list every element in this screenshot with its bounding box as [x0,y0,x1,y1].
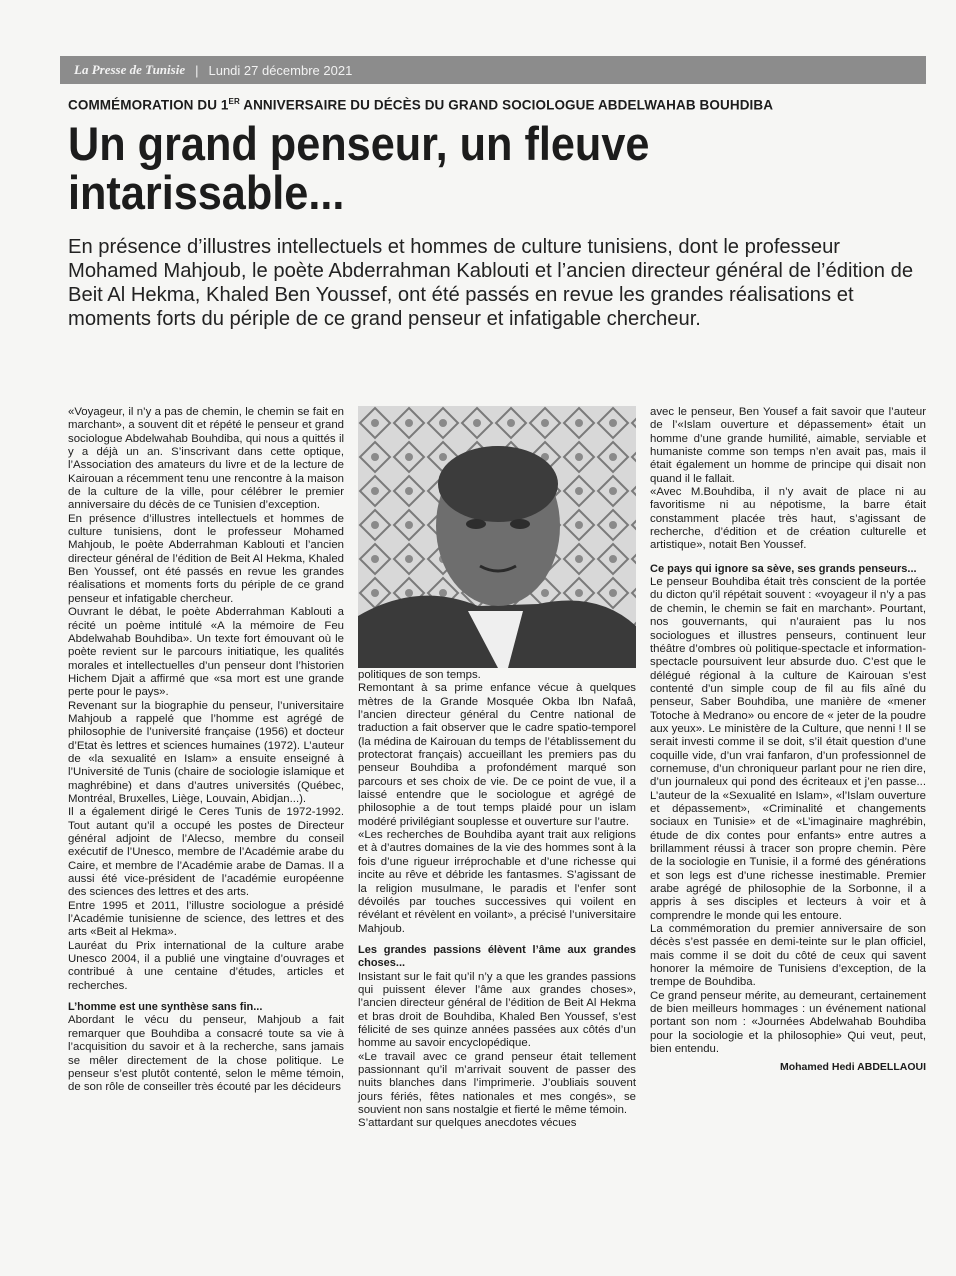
newspaper-page [60,56,926,1130]
paragraph: Entre 1995 et 2011, l’illustre sociologue a présidé l’Académie tunisienne de science, des lettres et des arts «Beit al Hekma». [68,899,344,939]
paragraph: Ce grand penseur mérite, au demeurant, certainement de bien meilleurs hommages : un événement national portant son nom : «Journées Abdelwahab Bouhdiba pour la sociologie et la philosophie» Qui veut, peut, bien entendu. [650,989,926,1056]
publication-name: La Presse de Tunisie [74,62,186,77]
subheading: L’homme est une synthèse sans fin... [68,1001,263,1014]
title-line-1: Un grand penseur, un fleuve [68,116,650,170]
column-1 [68,406,344,1095]
paragraph: Abordant le vécu du penseur, Mahjoub a fait remarquer que Bouhdiba a consacré toute sa vie à l’acquisition du savoir et à la recherche, sans jamais se mêler directement de la chose politique. Le penseur s’est plutôt contenté, selon le même témoin, de son rôle de conseiller très écouté par les décideurs [68,1014,344,1094]
paragraph: avec le penseur, Ben Yousef a fait savoir que l’auteur de l’«Islam ouverture et dépassement» était un homme d’une grande humilité, aimable, serviable et humaniste comme son temps n’en avait pas, mais il était également un homme de principe qui disait non quand il le fallait. [650,406,926,485]
portrait-image [358,406,636,668]
paragraph: «Le travail avec ce grand penseur était tellement passionnant qu’il m’arrivait souvent de passer des nuits blanches dans l’imprimerie. J’oubliais souvent jours fériés, fêtes nationales et mes congés», se souvient non sans nostalgie et fierté le même témoin. [358,1050,636,1116]
paragraph: Ouvrant le débat, le poète Abderrahman Kablouti a récité un poème intitulé «A la mémoire de Feu Abdelwahab Bouhdiba». Un texte fort émouvant où le poète revient sur le parcours initiatique, les qualités morales et intellectuelles d’un penseur dont l’historien Hichem Djait a affirmé que «sa mort est une grande perte pour le pays». [68,606,344,699]
paragraph: Le penseur Bouhdiba était très conscient de la portée du dicton qu’il répétait souvent : «voyageur il n’y a pas de chemin, le chemin se fait en marchant». Pourtant, nos gouvernants, qui n’auraient pas lu nos sociologues et illustres penseurs, continuent leur théâtre d’ombres où politique-spectacle et information-spectacle poursuivent leur absurde duo. C’est que le délégué régional à la culture de Kairouan s’est contenté d’un simple coup de fil au fils aîné du penseur, Saber Bouhdiba, une manière de «mener Totoche à Medrano» ou encore de « jeter de la poudre aux yeux». Le ministère de la Culture, que nenni ! Il se serait investi comme il se doit, s’il était question d’une coquille vide, d’un vrai fanfaron, d’un professionnel de cornemuse, d’un chroniqueur parlant pour ne rien dire, d’un journaleux qui pond des écriteaux et j’en passe... L’auteur de la «Sexualité en Islam», «l’Islam ouverture et dépassement», «Criminalité et changements sociaux en Tunisie» et de «L’imaginaire maghrébin, étude de dix contes pour enfants» entre autres a brillamment réussi à tracer son propre chemin. Père de la sociologie en Tunisie, il a formé des générations et son legs est d’une richesse inestimable. Premier arabe agrégé de philosophie de la Sorbonne, il a appris à ses disciples et lecteurs à voir et à comprendre le monde qui les entoure. [650,576,926,922]
paragraph: En présence d’illustres intellectuels et hommes de culture tunisiens, dont le professeur Mohamed Mahjoub, le poète Abderrahman Kablouti et l’ancien directeur général de l’édition de Beit Al Hekma, Khaled Ben Youssef, ont été passés en revue les grandes réalisations et moments forts du périple de ce grand penseur et infatigable chercheur. [68,512,344,605]
portrait-photo [358,406,636,668]
paragraph: S’attardant sur quelques anecdotes vécues [358,1117,577,1130]
article-body [68,406,928,1276]
header-separator: | [195,62,199,78]
subheading: Ce pays qui ignore sa sève, ses grands penseurs... [650,562,917,575]
paragraph: Revenant sur la biographie du penseur, l’universitaire Mahjoub a rappelé que l’homme est agrégé de philosophie de l’université française (1956) et docteur d’Etat ès lettres et sciences humaines (1972). L’auteur de «la sexualité en Islam» a ensuite enseigné à l’Université de Tunis (chaire de sociologie islamique et maghrébine) et dans d’autres universités (Québec, Montréal, Bruxelles, Liège, Louvain, Abidjan...). [68,699,344,805]
paragraph: La commémoration du premier anniversaire de son décès s’est passée en demi-teinte sur le plan officiel, mais comme il se doit du côté de ceux qui savent honorer la mémoire de Tunisiens d’exception, de la trempe de Bouhdiba. [650,923,926,989]
paragraph: Lauréat du Prix international de la culture arabe Unesco 2004, il a publié une vingtaine d’ouvrages et contribué à une centaine d’études, articles et recherches. [68,939,344,992]
kicker-text-b: ANNIVERSAIRE DU DÉCÈS DU GRAND SOCIOLOGUE ABDELWAHAB BOUHDIBA [239,97,774,113]
article-title [68,116,767,219]
publication-date: Lundi 27 décembre 2021 [208,62,353,78]
paragraph: Il a également dirigé le Ceres Tunis de 1972-1992. Tout autant qu’il a occupé les postes de Directeur général adjoint de l’Alecso, membre du conseil exécutif de l’Unesco, membre de l’Académie arabe du Caire, et membre de l’Académie arabe de Damas. Il a aussi été vice-président de l’académie européenne des sciences des lettres et des arts. [68,806,344,899]
title-line-2: intarissable... [68,165,345,219]
paragraph: «Avec M.Bouhdiba, il n’y avait de place ni au favoritisme ni au népotisme, la barre était constamment placée très haut, s’agissant de recherche, d’édition et de création culturelle et artistique», notait Ben Youssef. [650,486,926,552]
column-2 [358,406,636,1131]
paragraph: «Les recherches de Bouhdiba ayant trait aux religions et à d’autres domaines de la vie des hommes sont à la fois d’une rigueur irréprochable et d’une richesse qui incite au rêve et débride les fantasmes. S’agissant de la religion musulmane, le paradis et l’enfer sont dévoilés par touches successives qui voilent en révélant et révèlent en voilant», a précisé l’universitaire Mahjoub. [358,829,636,935]
paragraph: Remontant à sa prime enfance vécue à quelques mètres de la Grande Mosquée Okba Ibn Nafaâ, l’ancien directeur général du Centre national de traduction a fait observer que le cadre spatio-temporel (la médina de Kairouan du temps de l’établissement du protectorat français) accueillant les premiers pas du penseur Bouhdiba a profondément marqué son parcours et ses choix de vie. De ce point de vue, il a laissé entendre que le sociologue et agrégé de philosophie a de tout temps plaidé pour un islam modéré privilégiant souplesse et ouverture sur l’autre. [358,682,636,828]
paragraph: «Voyageur, il n’y a pas de chemin, le chemin se fait en marchant», a souvent dit et répété le penseur et grand sociologue Abdelwahab Bouhdiba, qui nous a quittés il y a déjà un an. S’inscrivant dans cette optique, l’Association des amateurs du livre et de la lecture de Kairouan a récemment tenu une rencontre à la maison de la culture de la ville, pour célébrer le premier anniversaire du décès de ce Tunisien d’exception. [68,406,344,512]
kicker-text-a: COMMÉMORATION DU 1 [68,97,229,113]
paragraph: politiques de son temps. [358,669,481,681]
header-band [60,56,926,84]
paragraph: Insistant sur le fait qu’il n’y a que les grandes passions qui puissent élever l’âme aux grandes choses», l’ancien directeur général de l’édition de Beit Al Hekma et bras droit de Bouhdiba, Khaled Ben Youssef, s’est félicité de ses quinze années passées aux côtés d’un homme au savoir encyclopédique. [358,970,636,1050]
column-3 [650,406,926,1074]
subheading: Les grandes passions élèvent l’âme aux grandes choses... [358,943,636,970]
author-signature: Mohamed Hedi ABDELLAOUI [779,1060,926,1073]
article-kicker [60,97,926,113]
kicker-superscript: ER [228,97,240,106]
article-lead: En présence d’illustres intellectuels et hommes de culture tunisiens, dont le professeur Mohamed Mahjoub, le poète Abderrahman Kablouti et l’ancien directeur général de l’édition de Beit Al Hekma, Khaled Ben Youssef, ont été passés en revue les grandes réalisations et moments forts du périple de ce grand penseur et infatigable chercheur. [68,235,914,331]
